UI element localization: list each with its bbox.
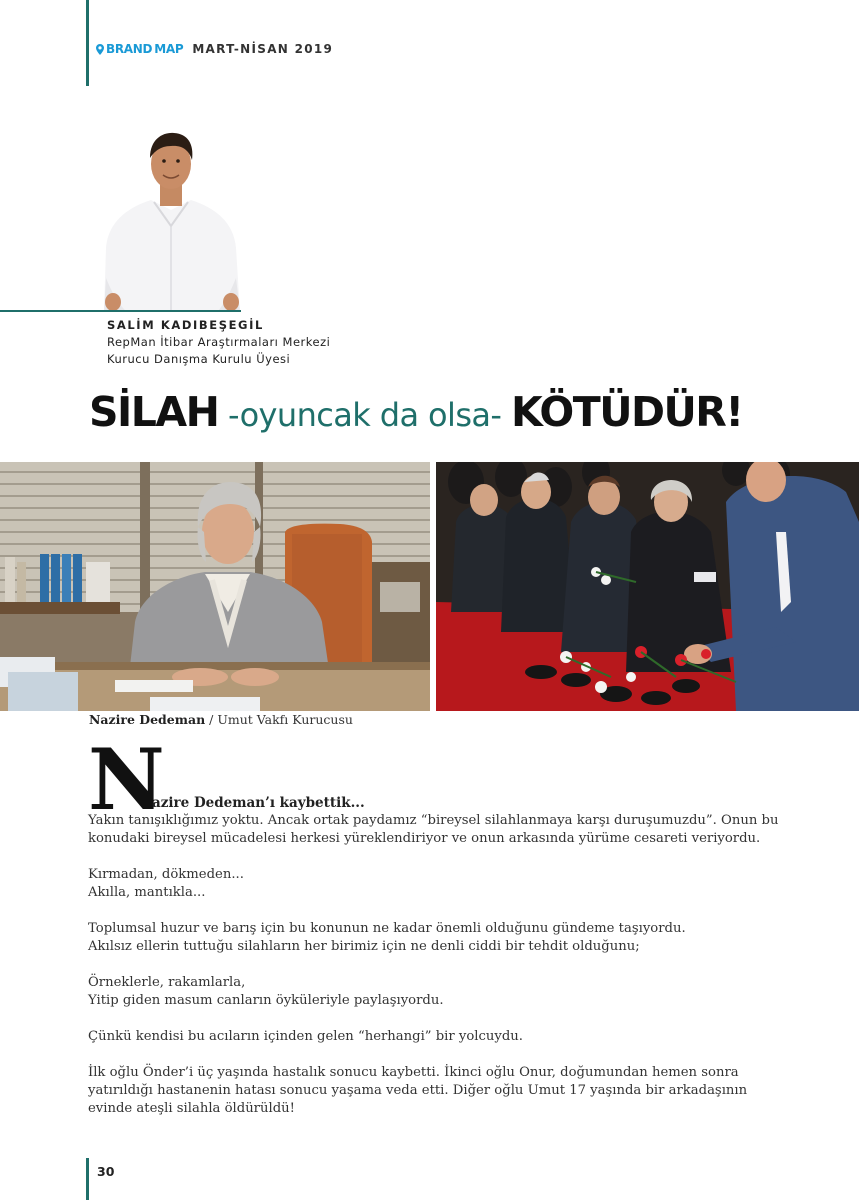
article-title (89, 388, 809, 448)
text-line: İlk oğlu Önder’i üç yaşında hastalık sonucu kaybetti. İkinci oğlu Onur, doğumundan hemen sonra (88, 1065, 739, 1080)
paragraph (88, 1028, 788, 1046)
bottom-accent-rule (86, 1158, 89, 1200)
brandmap-logo (96, 42, 183, 56)
title-part1: SİLAH (89, 388, 219, 436)
author-role (107, 334, 330, 368)
page-number: 30 (97, 1164, 115, 1179)
brand-text-part2: MAP (154, 42, 184, 56)
photo-caption (89, 712, 353, 727)
text-line: Yakın tanışıklığımız yoktu. Ancak ortak paydamız “bireysel silahlanmaya karşı duruşumuzdu”. Onun bu (88, 813, 779, 828)
article-body (88, 812, 788, 1136)
author-name: SALİM KADIBEŞEGİL (107, 318, 264, 332)
title-part3: KÖTÜDÜR! (510, 388, 743, 436)
magazine-header (96, 39, 333, 59)
text-line: Akılla, mantıkla... (88, 885, 206, 900)
text-line: konudaki bireysel mücadelesi herkesi yüreklendiriyor ve onun arkasında yürüme cesareti veriyordu. (88, 831, 761, 846)
text-line: Akılsız ellerin tuttuğu silahların her birimiz için ne denli ciddi bir tehdit olduğunu; (88, 939, 640, 954)
caption-name: Nazire Dedeman (89, 712, 206, 727)
author-role-line1: RepMan İtibar Araştırmaları Merkezi (107, 335, 331, 349)
text-line: evinde ateşli silahla öldürüldü! (88, 1101, 295, 1116)
text-line: Örneklerle, rakamlarla, (88, 975, 246, 990)
author-divider-rule (0, 310, 241, 312)
caption-separator: / (205, 712, 218, 727)
text-line: Çünkü kendisi bu acıların içinden gelen “herhangi” bir yolcuydu. (88, 1029, 523, 1044)
paragraph (88, 974, 788, 1010)
commemoration-photo (436, 462, 859, 711)
title-part2: -oyuncak da olsa- (218, 396, 511, 434)
author-role-line2: Kurucu Danışma Kurulu Üyesi (107, 352, 291, 366)
paragraph (88, 1064, 788, 1118)
top-accent-rule (86, 0, 89, 86)
caption-role: Umut Vakfı Kurucusu (217, 712, 353, 727)
text-line: Kırmadan, dökmeden... (88, 867, 244, 882)
author-portrait (96, 128, 246, 311)
issue-date: MART-NİSAN 2019 (192, 42, 334, 56)
brand-text-part1: BRAND (106, 42, 153, 56)
text-line: Yitip giden masum canların öyküleriyle paylaşıyordu. (88, 993, 444, 1008)
paragraph (88, 812, 788, 848)
article-lead: azire Dedeman’ı kaybettik... (152, 795, 365, 811)
nazire-dedeman-photo (0, 462, 430, 711)
map-pin-icon (96, 44, 104, 55)
text-line: yatırıldığı hastanenin hatası sonucu yaşama veda etti. Diğer oğlu Umut 17 yaşında bir arkadaşının (88, 1083, 748, 1098)
paragraph (88, 866, 788, 902)
paragraph (88, 920, 788, 956)
text-line: Toplumsal huzur ve barış için bu konunun ne kadar önemli olduğunu gündeme taşıyordu. (88, 921, 686, 936)
drop-cap: N (88, 730, 165, 829)
